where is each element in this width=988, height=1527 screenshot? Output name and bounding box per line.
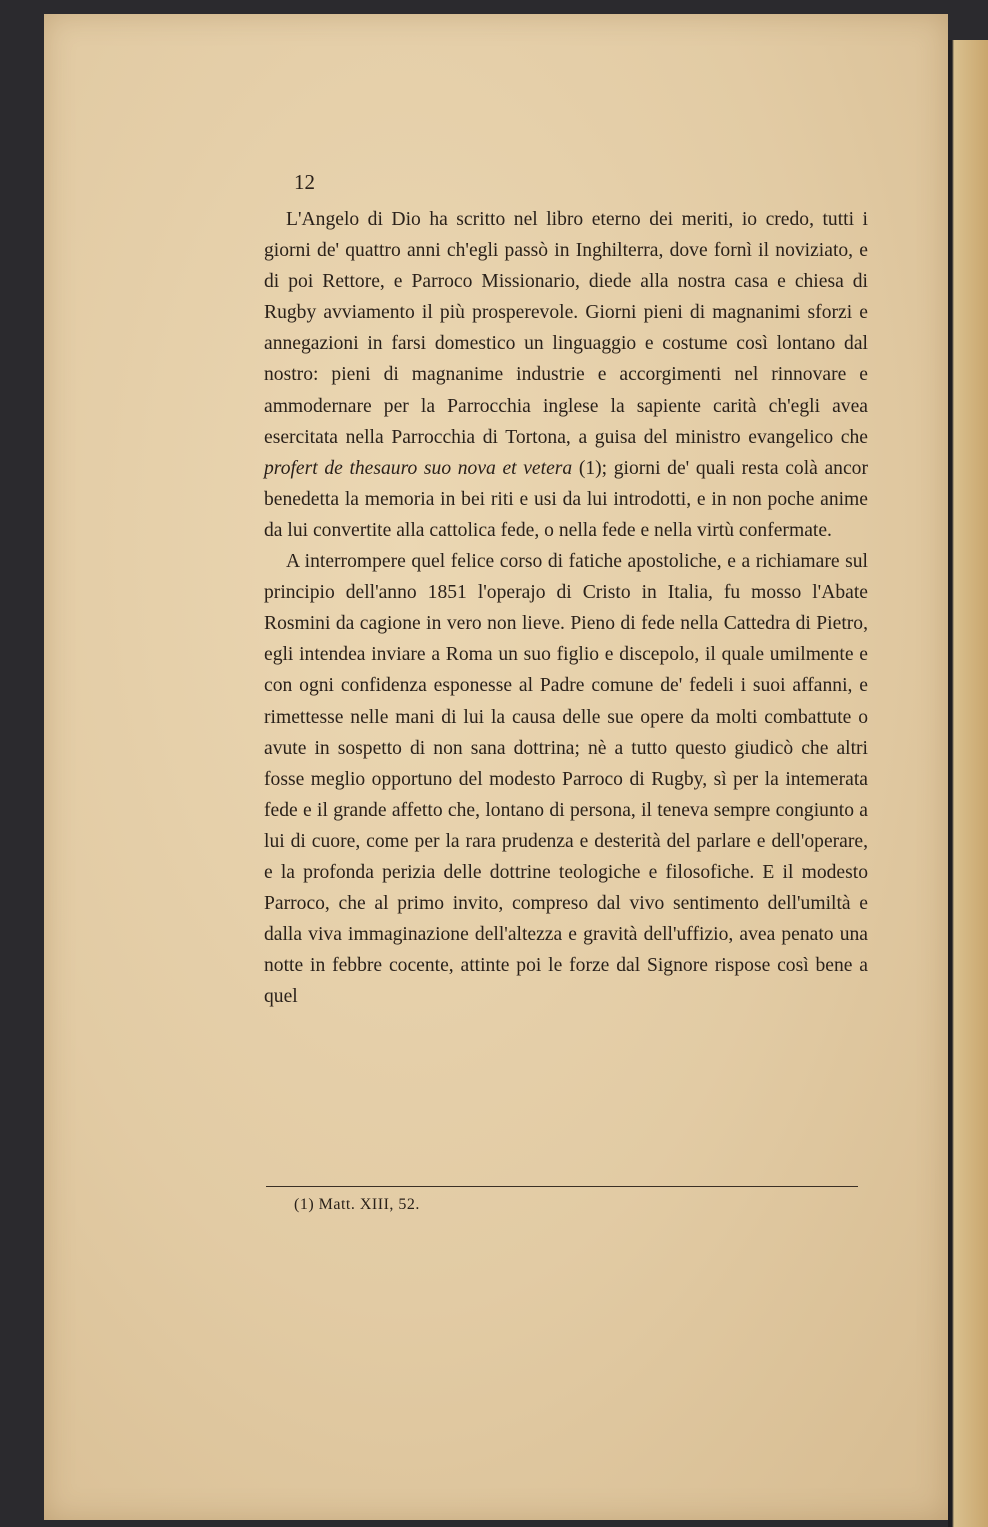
page-edge <box>948 40 988 1527</box>
paragraph-1-before: L'Angelo di Dio ha scritto nel libro eterno dei meriti, io credo, tutti i giorni de' quattro anni ch'egli passò in Inghilterra, dove fornì il noviziato, e di poi Rettore, e Parroco Missionario, diede alla nostra casa e chiesa di Rugby avviamento il più prosperevole. Giorni pieni di magnanimi sforzi e annegazioni in farsi domestico un linguaggio e costume così lontano dal nostro: pieni di magnanime industrie e accorgimenti nel rinnovare e ammodernare per la Parrocchia inglese la sapiente carità ch'egli avea esercitata nella Parrocchia di Tortona, a guisa del ministro evangelico che <box>264 209 868 448</box>
latin-quote: profert de thesauro suo nova et vetera <box>264 457 573 479</box>
footnote-rule <box>266 1186 858 1187</box>
body-text <box>264 204 868 1012</box>
paragraph-1-after: (1); giorni de' quali resta colà ancor benedetta la memoria in bei riti e usi da lui introdotti, e in non poche anime da lui convertite alla cattolica fede, o nella fede e nella virtù confermate. <box>264 457 869 541</box>
paragraph-2: A interrompere quel felice corso di fatiche apostoliche, e a richiamare sul principio dell'anno 1851 l'operajo di Cristo in Italia, fu mosso l'Abate Rosmini da cagione in vero non lieve. Pieno di fede nella Cattedra di Pietro, egli intendea inviare a Roma un suo figlio e discepolo, il quale umilmente e con ogni confidenza esponesse al Padre comune de' fedeli i suoi affanni, e rimettesse nelle mani di lui la causa delle sue opere da molti combattute o avute in sospetto di non sana dottrina; nè a tutto questo giudicò che altri fosse meglio opportuno del modesto Parroco di Rugby, sì per la intemerata fede e il grande affetto che, lontano di persona, il teneva sempre congiunto a lui di cuore, come per la rara prudenza e desterità del parlare e dell'operare, e la profonda perizia delle dottrine teologiche e filosofiche. E il modesto Parroco, che al primo invito, compreso dal vivo sentimento dell'umiltà e dalla viva immaginazione dell'altezza e gravità dell'uffizio, avea penato una notte in febbre cocente, attinte poi le forze dal Signore rispose così bene a quel <box>264 551 868 1008</box>
paragraph-1 <box>264 204 868 546</box>
footnote: (1) Matt. XIII, 52. <box>294 1196 420 1213</box>
page-number: 12 <box>294 170 315 194</box>
